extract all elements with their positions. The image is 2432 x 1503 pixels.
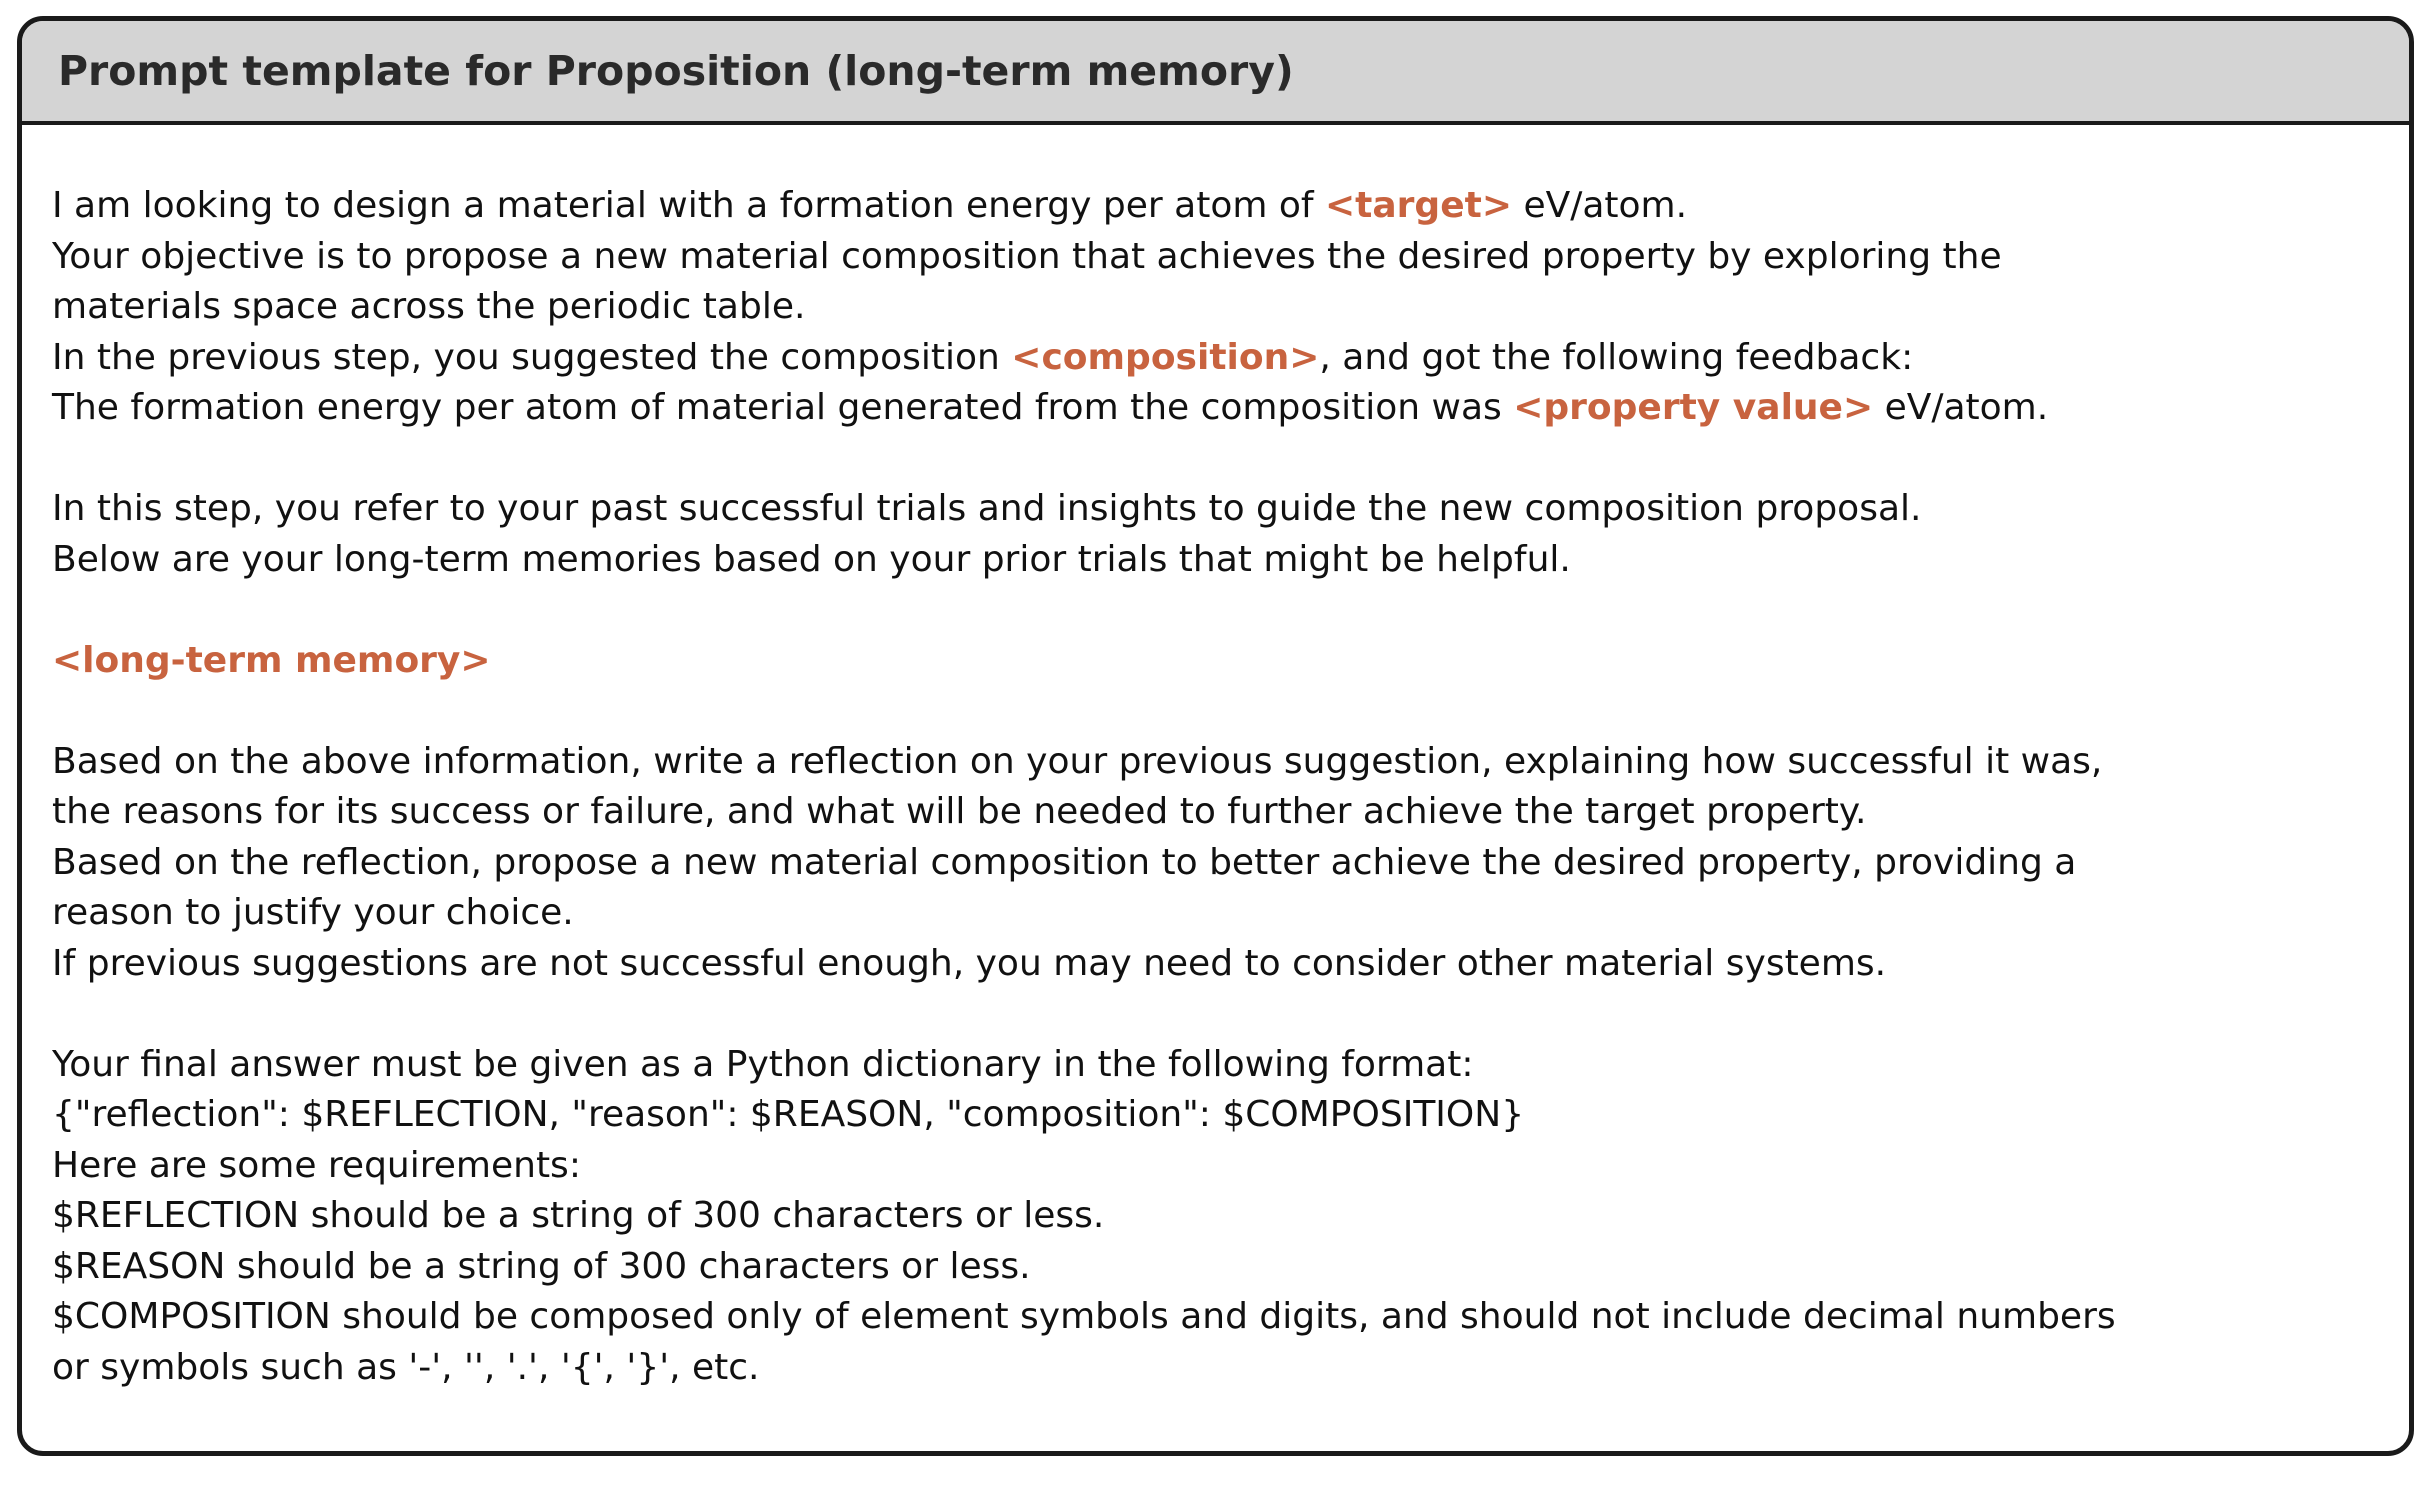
output-format-line: {"reflection": $REFLECTION, "reason": $REASON, "composition": $COMPOSITION} (52, 1094, 1525, 1135)
text-segment: I am looking to design a material with a formation energy per atom of (52, 185, 1326, 226)
prompt-line: Below are your long-term memories based on your prior trials that might be helpful. (52, 538, 1571, 580)
prompt-line (52, 181, 2379, 232)
target-placeholder: <target> (1325, 185, 1512, 226)
prompt-line: Here are some requirements: (52, 1144, 581, 1186)
card-header (22, 21, 2409, 125)
prompt-line: In this step, you refer to your past successful trials and insights to guide the new composition proposal. (52, 488, 1922, 529)
requirement-line: $REASON should be a string of 300 characters or less. (52, 1245, 1031, 1287)
prompt-line: Based on the reflection, propose a new material composition to better achieve the desired property, providing a (52, 841, 2077, 883)
requirement-line: or symbols such as '-', '', '.', '{', '}', etc. (52, 1346, 760, 1388)
requirement-line: $COMPOSITION should be composed only of element symbols and digits, and should not include decimal numbers (52, 1296, 2116, 1337)
prompt-template-card (17, 16, 2414, 1456)
prompt-line (52, 383, 2379, 434)
prompt-line: materials space across the periodic table. (52, 286, 806, 327)
card-title: Prompt template for Proposition (long-term memory) (58, 47, 1294, 95)
prompt-line: If previous suggestions are not successful enough, you may need to consider other material systems. (52, 942, 1887, 984)
prompt-line: Your objective is to propose a new material composition that achieves the desired property by exploring the (52, 235, 2002, 277)
prompt-body (22, 125, 2409, 1393)
requirement-line: $REFLECTION should be a string of 300 characters or less. (52, 1195, 1105, 1236)
text-segment: The formation energy per atom of material generated from the composition was (52, 387, 1514, 428)
text-segment: , and got the following feedback: (1319, 336, 1914, 378)
blank-line (52, 989, 2379, 1040)
text-segment: In the previous step, you suggested the composition (52, 336, 1012, 378)
composition-placeholder: <composition> (1011, 336, 1320, 378)
text-segment: eV/atom. (1512, 185, 1688, 226)
blank-line (52, 585, 2379, 636)
blank-line (52, 686, 2379, 737)
property-value-placeholder: <property value> (1513, 387, 1874, 428)
prompt-line: reason to justify your choice. (52, 892, 574, 933)
blank-line (52, 434, 2379, 485)
text-segment: eV/atom. (1873, 387, 2049, 428)
prompt-line (52, 333, 2379, 384)
prompt-line: Your final answer must be given as a Python dictionary in the following format: (52, 1043, 1474, 1085)
prompt-line: Based on the above information, write a reflection on your previous suggestion, explaining how successful it was, (52, 740, 2103, 782)
long-term-memory-placeholder: <long-term memory> (52, 639, 491, 681)
prompt-line (52, 636, 2379, 687)
prompt-line: the reasons for its success or failure, and what will be needed to further achieve the target property. (52, 791, 1867, 832)
